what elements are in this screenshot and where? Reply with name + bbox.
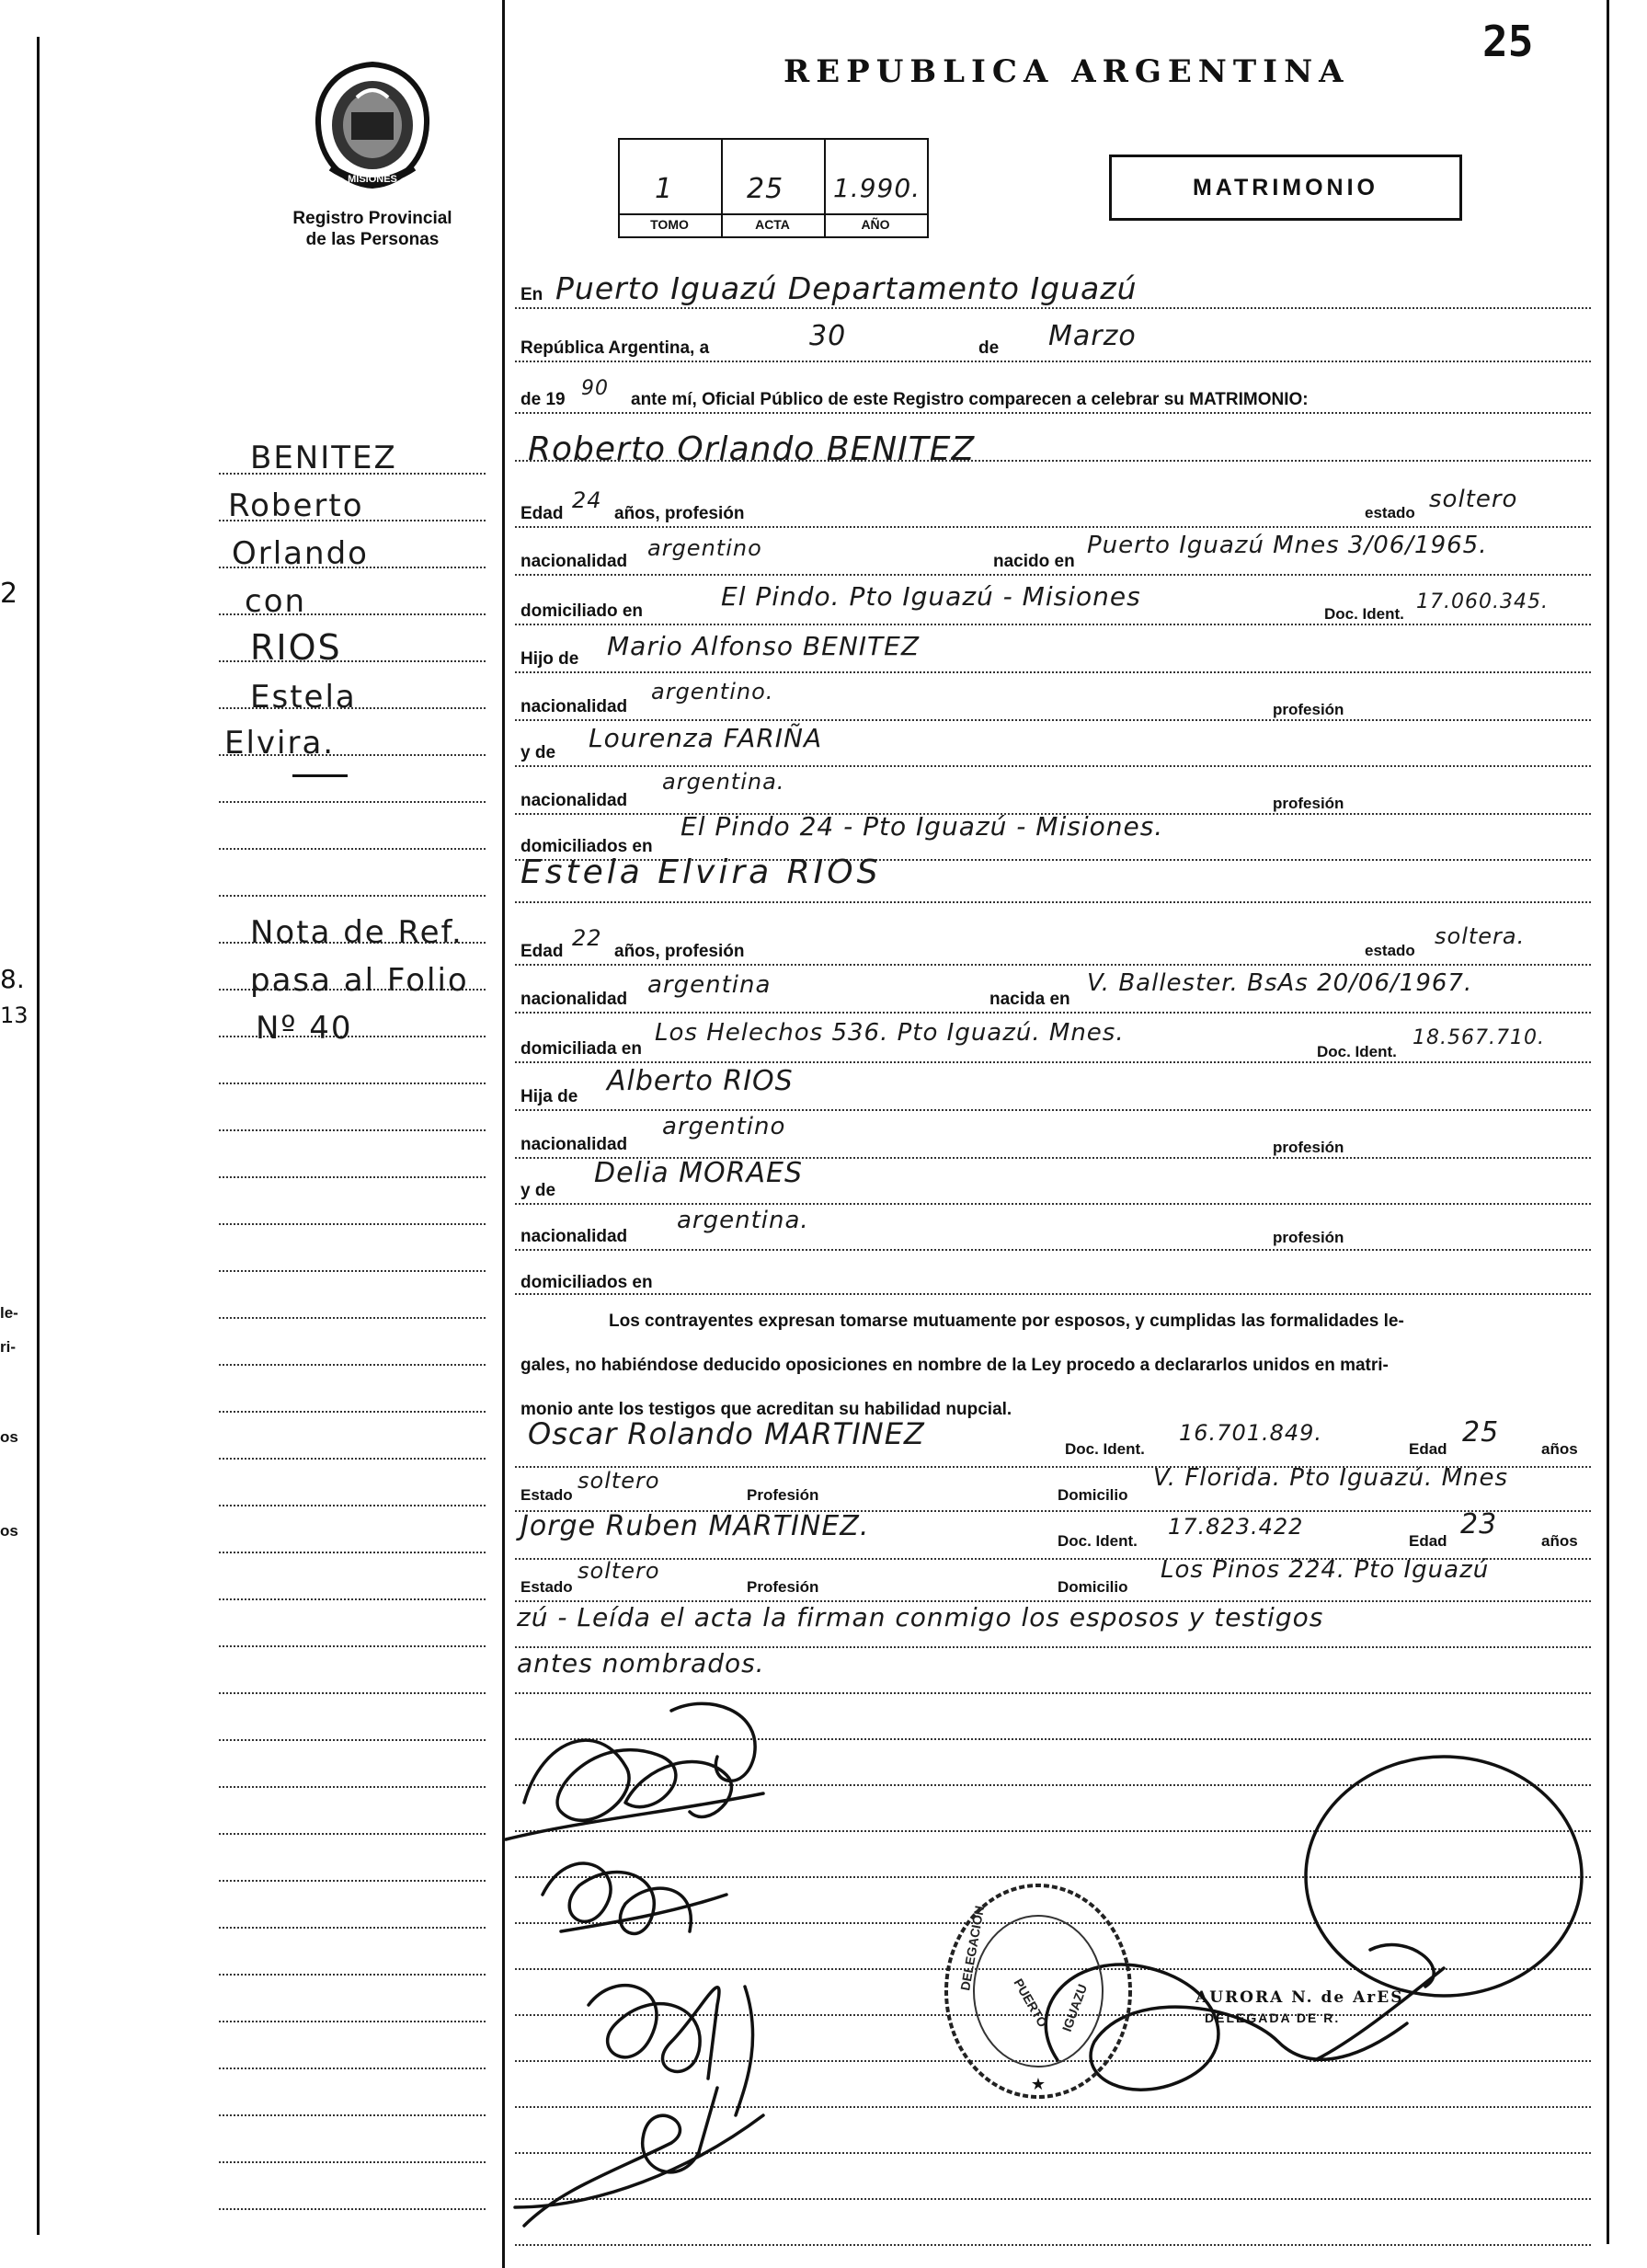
margin-ruled-line [219,1082,486,1084]
bride-estado-label: estado [1365,942,1415,959]
page-number: 25 [1482,17,1534,66]
bride-doc: 18.567.710. [1413,1026,1545,1049]
registry-stamp [932,1876,1144,2106]
month-value: Marzo [1048,320,1137,352]
hijo-label: Hijo de [520,649,579,669]
margin-ruled-line [219,1505,486,1506]
bride-nacionalidad: argentina [647,971,772,999]
tomo-label: TOMO [650,217,689,232]
witness2-name: Jorge Ruben MARTINEZ. [520,1510,870,1542]
form-ruled-line [515,574,1591,576]
bride-dom-label: domiciliada en [520,1039,642,1059]
groom-name: Roberto Orlando BENITEZ [528,430,976,468]
witness1-age: 25 [1462,1416,1500,1449]
witness1-domicilio: V. Florida. Pto Iguazú. Mnes [1153,1464,1509,1492]
margin-ruled-line [219,2208,486,2210]
groom-domicilio: El Pindo. Pto Iguazú - Misiones [721,581,1141,612]
bride-mother-nac: argentina. [677,1207,809,1234]
witness2-age: 23 [1460,1508,1498,1541]
margin-name1a: Roberto [228,487,364,524]
groom-estado-label: estado [1365,504,1415,521]
groom-parents-dom: El Pindo 24 - Pto Iguazú - Misiones. [681,811,1164,842]
registry-line1: Registro Provincial [292,209,452,228]
witness1-dom-label: Domicilio [1058,1486,1128,1504]
witness1-estado: soltero [578,1468,660,1494]
groom-father-prof-label: profesión [1273,701,1344,718]
groom-mother-prof-label: profesión [1273,795,1344,812]
margin-ruled-line [219,1927,486,1929]
margin-note1: Nota de Ref. [250,914,463,951]
margin-ruled-line [219,1645,486,1647]
act-type-box [1109,155,1462,221]
witness2-estado: soltero [578,1558,660,1584]
groom-anos-label: años, profesión [614,504,745,523]
witness2-doc-label: Doc. Ident. [1058,1532,1138,1550]
form-ruled-line [515,2244,1591,2246]
edge-mark: ri- [0,1338,16,1356]
witness1-name: Oscar Rolando MARTINEZ [528,1416,925,1451]
en-value: Puerto Iguazú Departamento Iguazú [555,270,1138,306]
form-ruled-line [515,765,1591,767]
country-title: REPUBLICA ARGENTINA [783,53,1350,90]
formal-text-2: gales, no habiéndose deducido oposiciones en nombre de la Ley procedo a declararlos unidos en matri- [520,1356,1389,1375]
margin-note3: Nº 40 [256,1010,353,1047]
form-ruled-line [515,526,1591,528]
margin-ruled-line [219,1880,486,1882]
margin-ruled-line [219,2114,486,2116]
margin-note2: pasa al Folio [250,962,469,999]
groom-mother-nac: argentina. [662,769,785,795]
margin-ruled-line [219,1270,486,1272]
margin-name2a: Estela [250,679,357,716]
groom-nacionalidad: argentino [647,535,762,561]
edge-mark: os [0,1522,18,1540]
formal-text-1: Los contrayentes expresan tomarse mutuamente por esposos, y cumplidas las formalidades le- [609,1312,1404,1331]
bride-anos-label: años, profesión [614,942,745,961]
bride-father-prof-label: profesión [1273,1139,1344,1156]
left-border-line [37,37,40,2235]
groom-edad-label: Edad [520,504,564,523]
form-ruled-line [515,671,1591,673]
form-ruled-line [515,719,1591,721]
witness2-doc: 17.823.422 [1168,1514,1304,1540]
bride-mother-nac-label: nacionalidad [520,1227,628,1246]
ano-label: AÑO [861,217,890,232]
acta-value: 25 [747,173,784,205]
margin-ruled-line [219,1786,486,1788]
bride-nacida-label: nacida en [989,990,1070,1009]
official-name: AURORA N. de ArES [1195,1988,1404,2007]
form-ruled-line [515,307,1591,309]
margin-ruled-line [219,2161,486,2163]
form-ruled-line [515,412,1591,414]
republica-label: República Argentina, a [520,338,710,358]
registry-label [248,208,497,250]
stamp-star-icon: ★ [1030,2075,1047,2093]
intro-text: ante mí, Oficial Público de este Registro comparecen a celebrar su MATRIMONIO: [631,390,1309,409]
form-ruled-line [515,361,1591,362]
groom-mother-label: y de [520,743,556,762]
registry-line2: de las Personas [305,230,440,249]
margin-ruled-line [219,1739,486,1741]
margin-ruled-line [219,1411,486,1413]
bride-mother: Delia MORAES [594,1157,804,1189]
ano-value: 1.990. [833,173,921,203]
margin-name1b: Orlando [232,535,369,572]
bride-estado: soltera. [1435,923,1526,949]
margin-ruled-line [219,1598,486,1600]
bride-nac-label: nacionalidad [520,990,628,1009]
witness1-prof-label: Profesión [747,1486,819,1504]
groom-father-nac-label: nacionalidad [520,697,628,716]
witness2-estado-label: Estado [520,1578,573,1596]
margin-ruled-line [219,1692,486,1694]
right-border-line [1607,0,1609,2244]
stamp-line-2: PUERTO [1011,1976,1051,2030]
groom-parents-dom-label: domiciliados en [520,837,653,856]
margin-ruled-line [219,1176,486,1178]
day-value: 30 [809,320,847,352]
margin-surname1: BENITEZ [250,440,397,476]
bride-father-nac-label: nacionalidad [520,1135,628,1154]
margin-ruled-line [219,1317,486,1319]
groom-dom-label: domiciliado en [520,601,644,621]
form-ruled-line [515,1249,1591,1251]
formal-text-3: monio ante los testigos que acreditan su habilidad nupcial. [520,1400,1012,1419]
signature-groom [506,1703,763,1839]
bride-doc-label: Doc. Ident. [1317,1043,1397,1060]
form-ruled-line [515,1109,1591,1111]
form-ruled-line [515,1293,1591,1295]
groom-mother-nac-label: nacionalidad [520,791,628,810]
margin-ruled-line [219,1364,486,1366]
closing-line-2: antes nombrados. [517,1648,765,1678]
bride-edad-label: Edad [520,942,564,961]
provincial-seal [303,57,441,195]
margin-ruled-line [219,1223,486,1225]
form-ruled-line [515,964,1591,966]
seal-text: MISIONES [348,174,397,185]
witness1-estado-label: Estado [520,1486,573,1504]
year-value: 90 [581,377,609,400]
bride-father: Alberto RIOS [607,1065,794,1097]
form-ruled-line [515,1061,1591,1063]
witness2-dom-label: Domicilio [1058,1578,1128,1596]
bride-mother-prof-label: profesión [1273,1229,1344,1246]
acta-label: ACTA [755,217,790,232]
margin-ruled-line [219,1552,486,1553]
margin-ruled-line [219,801,486,803]
edge-mark: os [0,1428,18,1446]
margin-con: con [245,583,307,620]
margin-underline [292,774,348,777]
groom-nac-label: nacionalidad [520,552,628,571]
margin-ruled-line [219,2021,486,2022]
groom-nacido-label: nacido en [993,552,1075,571]
margin-ruled-line [219,1129,486,1131]
closing-line-1: zú - Leída el acta la firman conmigo los esposos y testigos [517,1602,1324,1632]
groom-father-nac: argentino. [651,679,774,704]
form-ruled-line [515,624,1591,625]
signature-witness1 [589,1986,753,2115]
edge-mark: 2 [0,578,18,610]
official-title: DELEGADA DE R. [1205,2010,1341,2025]
form-ruled-line [515,1203,1591,1205]
groom-estado: soltero [1429,486,1518,513]
margin-ruled-line [219,2068,486,2069]
signature-witness2 [515,2088,763,2226]
witness1-edad-label: Edad [1409,1440,1447,1458]
stamp-line-3: IGUAZU [1058,1982,1091,2034]
form-ruled-line [515,901,1591,903]
groom-mother: Lourenza FARIÑA [589,723,823,753]
bride-domicilio: Los Helechos 536. Pto Iguazú. Mnes. [655,1019,1125,1047]
margin-ruled-line [219,1458,486,1460]
box-divider [618,213,927,215]
witness1-anos-label: años [1541,1440,1578,1458]
form-ruled-line [515,1012,1591,1014]
edge-mark: le- [0,1304,18,1322]
signature-bride [543,1863,726,1933]
witness2-domicilio: Los Pinos 224. Pto Iguazú [1161,1556,1490,1584]
tomo-value: 1 [655,173,674,205]
witness1-doc: 16.701.849. [1179,1420,1323,1446]
margin-ruled-line [219,848,486,850]
groom-doc: 17.060.345. [1416,590,1549,613]
witness2-anos-label: años [1541,1532,1578,1550]
margin-name2b: Elvira. [224,725,336,762]
bride-name: Estela Elvira RIOS [520,853,882,891]
stamp-line-1: DELEGACION [957,1904,988,1992]
bride-parents-dom-label: domiciliados en [520,1273,653,1292]
margin-surname2: RIOS [250,627,342,668]
witness2-edad-label: Edad [1409,1532,1447,1550]
margin-ruled-line [219,1974,486,1976]
en-label: En [520,285,543,304]
official-circle-mark [1306,1757,1582,1996]
groom-age: 24 [572,487,602,513]
bride-nacida: V. Ballester. BsAs 20/06/1967. [1087,969,1473,997]
edge-mark: 8. [0,964,25,994]
bride-age: 22 [572,925,602,951]
margin-ruled-line [219,1833,486,1835]
witness1-doc-label: Doc. Ident. [1065,1440,1145,1458]
bride-father-nac: argentino [662,1113,786,1140]
de19-label: de 19 [520,390,566,409]
act-type: MATRIMONIO [1192,175,1378,200]
margin-ruled-line [219,895,486,897]
groom-doc-label: Doc. Ident. [1324,605,1404,623]
hija-label: Hija de [520,1087,578,1106]
bride-mother-label: y de [520,1181,556,1200]
witness2-prof-label: Profesión [747,1578,819,1596]
edge-mark: 13 [0,1002,29,1028]
groom-nacido: Puerto Iguazú Mnes 3/06/1965. [1087,532,1488,559]
de-label: de [978,338,1000,358]
groom-father: Mario Alfonso BENITEZ [607,631,921,661]
